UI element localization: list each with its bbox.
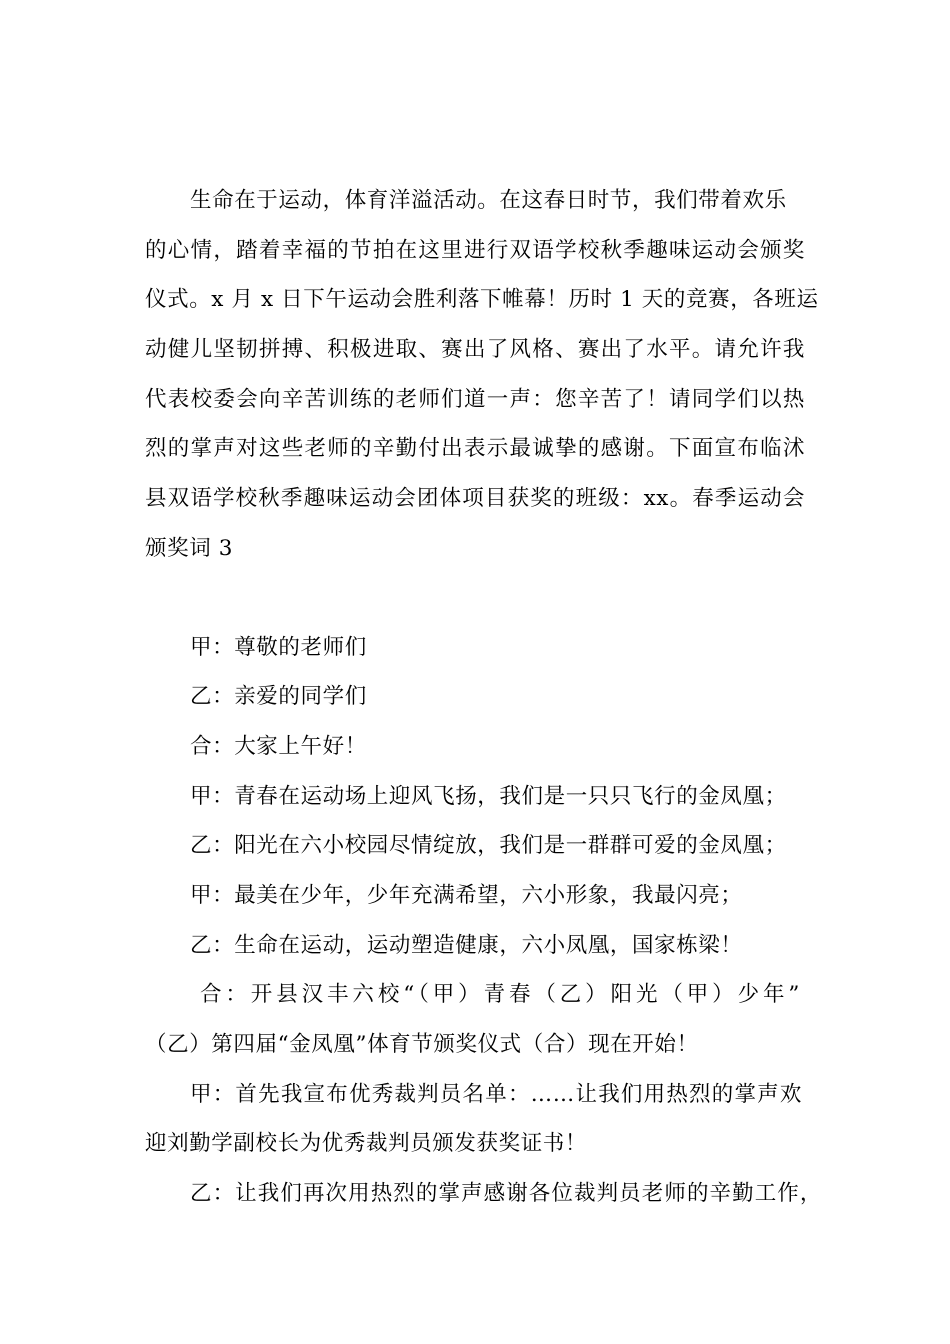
opening-line: 合：开县汉丰六校“（甲）青春（乙）阳光（甲）少年” xyxy=(200,982,800,1007)
dialogue-line: 甲：尊敬的老师们 xyxy=(190,635,367,660)
dialogue-line: 乙：生命在运动，运动塑造健康，六小凤凰，国家栋梁！ xyxy=(190,933,743,958)
paragraph-line: 动健儿坚韧拼搏、积极进取、赛出了风格、赛出了水平。请允许我 xyxy=(145,337,805,362)
paragraph-line: 生命在于运动，体育洋溢活动。在这春日时节，我们带着欢乐 xyxy=(190,188,787,213)
dialogue-line: 乙：阳光在六小校园尽情绽放，我们是一群群可爱的金凤凰； xyxy=(190,833,787,858)
opening-line: （乙）第四届“金凤凰”体育节颁奖仪式（合）现在开始！ xyxy=(145,1032,699,1057)
paragraph-line: 的心情，踏着幸福的节拍在这里进行双语学校秋季趣味运动会颁奖 xyxy=(145,238,805,263)
paragraph-line: 颁奖词 3 xyxy=(145,536,234,561)
dialogue-line: 甲：青春在运动场上迎风飞扬，我们是一只只飞行的金凤凰； xyxy=(190,784,787,809)
paragraph-line: 烈的掌声对这些老师的辛勤付出表示最诚挚的感谢。下面宣布临沭 xyxy=(145,436,805,461)
dialogue-line: 合：大家上午好！ xyxy=(190,734,367,759)
dialogue-line: 甲：最美在少年，少年充满希望，六小形象，我最闪亮； xyxy=(190,883,743,908)
paragraph-line: 仪式。x 月 x 日下午运动会胜利落下帷幕！历时 1 天的竞赛，各班运 xyxy=(145,287,819,312)
paragraph-line: 代表校委会向辛苦训练的老师们道一声：您辛苦了！请同学们以热 xyxy=(145,387,805,412)
thanks-line: 乙：让我们再次用热烈的掌声感谢各位裁判员老师的辛勤工作， xyxy=(190,1181,822,1206)
referee-line: 迎刘勤学副校长为优秀裁判员颁发获奖证书！ xyxy=(145,1131,588,1156)
referee-line: 甲：首先我宣布优秀裁判员名单：……让我们用热烈的掌声欢 xyxy=(190,1082,802,1107)
dialogue-line: 乙：亲爱的同学们 xyxy=(190,684,367,709)
paragraph-line: 县双语学校秋季趣味运动会团体项目获奖的班级：xx。春季运动会 xyxy=(145,486,805,511)
